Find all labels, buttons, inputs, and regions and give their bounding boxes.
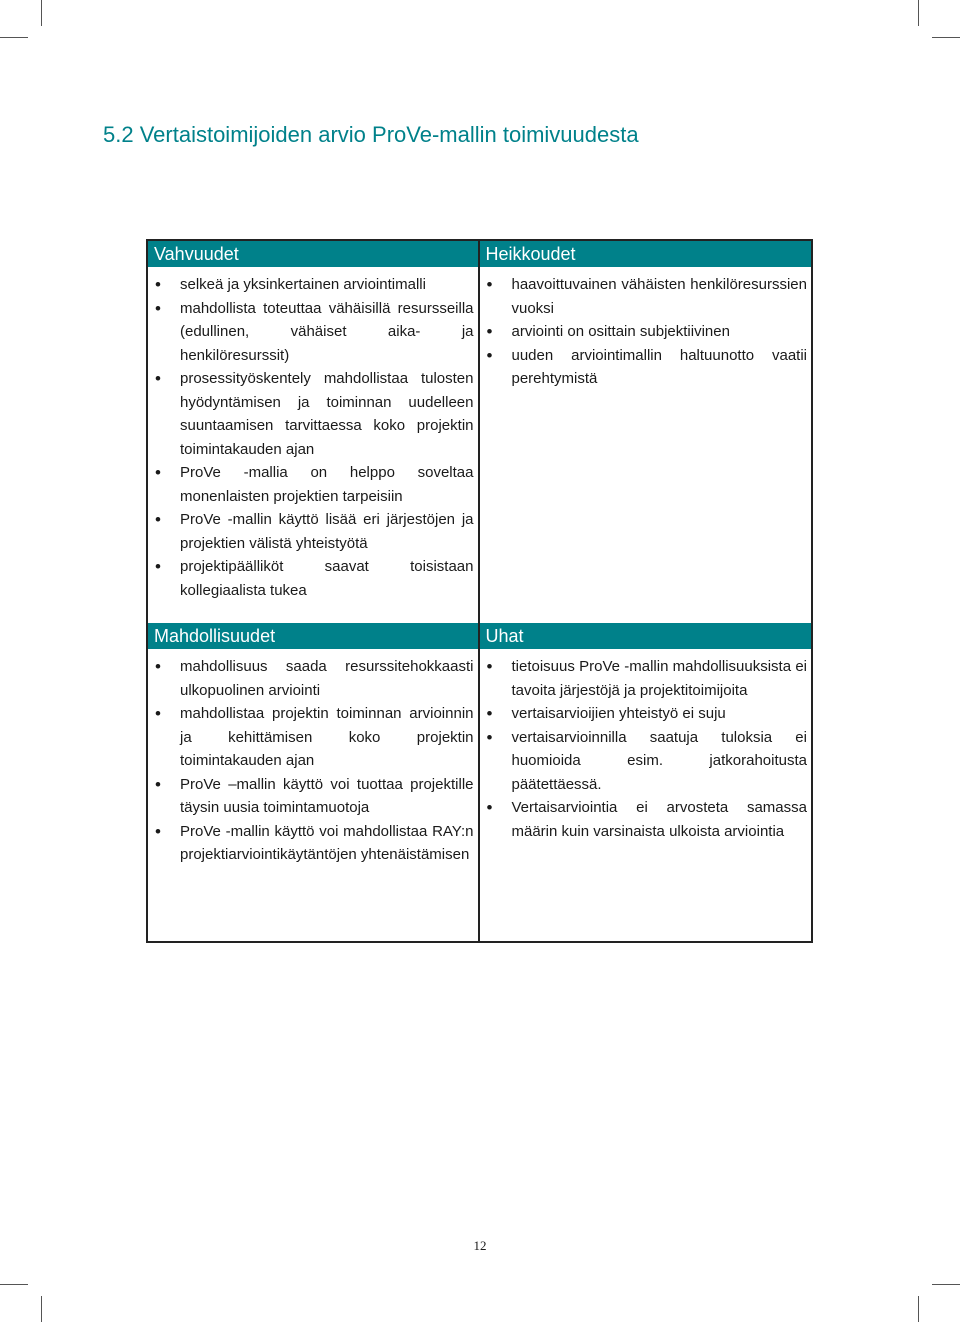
- opportunities-list: [148, 655, 478, 867]
- strengths-heading: Vahvuudet: [148, 241, 478, 267]
- list-item: • uuden arviointimallin haltuunotto vaatii perehtymistä: [480, 344, 808, 391]
- list-item: • mahdollista toteuttaa vähäisillä resursseilla (edullinen, vähäiset aika- ja henkilöresurssit): [148, 297, 474, 368]
- list-item: • vertaisarvioijien yhteistyö ei suju: [480, 702, 808, 726]
- crop-mark: [918, 0, 919, 26]
- page-number: 12: [473, 1238, 487, 1253]
- list-item: • ProVe -mallin käyttö voi mahdollistaa RAY:n projektiarviointikäytäntöjen yhtenäistämisen: [148, 820, 474, 867]
- crop-mark: [41, 1296, 42, 1322]
- list-item: • vertaisarvioinnilla saatuja tuloksia ei huomioida esim. jatkorahoitusta päätettäessä.: [480, 726, 808, 797]
- threats-heading: Uhat: [480, 623, 812, 649]
- list-item: • Vertaisarviointia ei arvosteta samassa määrin kuin varsinaista ulkoista arviointia: [480, 796, 808, 843]
- crop-mark: [41, 0, 42, 26]
- list-item: • mahdollistaa projektin toiminnan arvioinnin ja kehittämisen koko projektin toimintakauden ajan: [148, 702, 474, 773]
- list-item: • tietoisuus ProVe -mallin mahdollisuuksista ei tavoita järjestöjä ja projektitoimijoita: [480, 655, 808, 702]
- list-item: • selkeä ja yksinkertainen arviointimalli: [148, 273, 474, 297]
- list-item: • arviointi on osittain subjektiivinen: [480, 320, 808, 344]
- list-item: • ProVe -mallia on helppo soveltaa monenlaisten projektien tarpeisiin: [148, 461, 474, 508]
- list-item: • ProVe –mallin käyttö voi tuottaa projektille täysin uusia toimintamuotoja: [148, 773, 474, 820]
- weaknesses-list: [480, 273, 812, 391]
- crop-mark: [932, 37, 960, 38]
- threats-list: [480, 655, 812, 843]
- swot-row-bottom: [148, 623, 811, 941]
- section-title: 5.2 Vertaistoimijoiden arvio ProVe-mallin toimivuudesta: [103, 122, 639, 147]
- strengths-list: [148, 273, 478, 602]
- opportunities-heading: Mahdollisuudet: [148, 623, 478, 649]
- swot-row-top: [148, 241, 811, 623]
- crop-mark: [932, 1284, 960, 1285]
- weaknesses-heading: Heikkoudet: [480, 241, 812, 267]
- crop-mark: [0, 1284, 28, 1285]
- swot-table: [146, 239, 813, 943]
- crop-mark: [0, 37, 28, 38]
- opportunities-cell: [148, 623, 480, 941]
- strengths-cell: [148, 241, 480, 623]
- weaknesses-cell: [480, 241, 812, 623]
- threats-cell: [480, 623, 812, 941]
- list-item: • prosessityöskentely mahdollistaa tulosten hyödyntämisen ja toiminnan uudelleen suuntaamisen tarvittaessa koko projektin toimintakauden ajan: [148, 367, 474, 461]
- crop-mark: [918, 1296, 919, 1322]
- list-item: • projektipäälliköt saavat toisistaan kollegiaalista tukea: [148, 555, 474, 602]
- list-item: • haavoittuvainen vähäisten henkilöresurssien vuoksi: [480, 273, 808, 320]
- list-item: • mahdollisuus saada resurssitehokkaasti ulkopuolinen arviointi: [148, 655, 474, 702]
- list-item: • ProVe -mallin käyttö lisää eri järjestöjen ja projektien välistä yhteistyötä: [148, 508, 474, 555]
